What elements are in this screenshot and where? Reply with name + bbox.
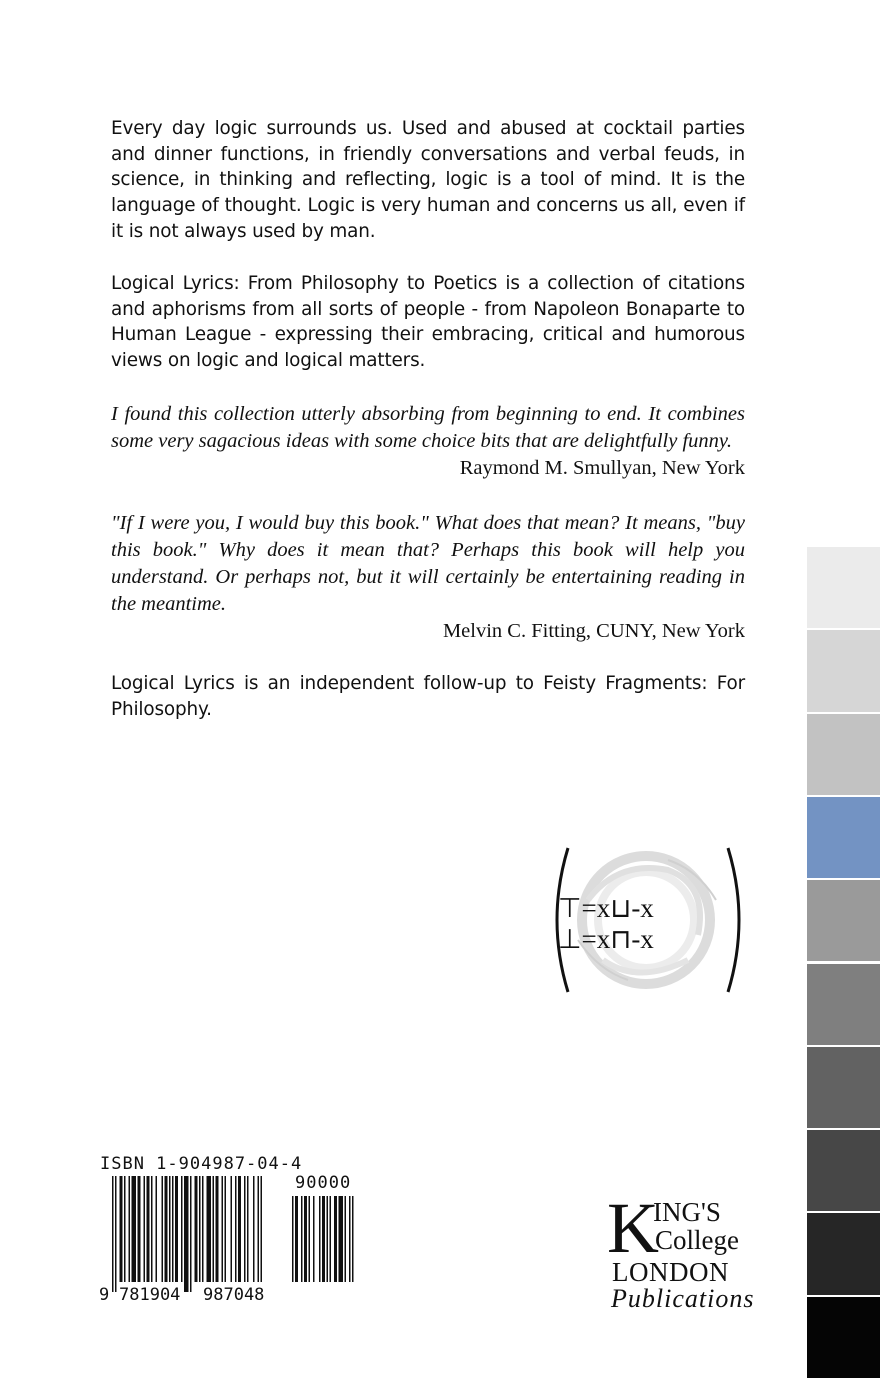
description-paragraph-2: Logical Lyrics: From Philosophy to Poetics is a collection of citations and aphorisms from all sorts of people - from Napoleon Bonaparte to Human League - expressing their embracing, critical and humorous views on logic and logical matters. bbox=[111, 273, 745, 372]
barcode-bar bbox=[151, 1176, 153, 1282]
color-swatch bbox=[807, 1213, 880, 1294]
logo-kings-rest: ING'S bbox=[653, 1197, 721, 1227]
barcode-bar bbox=[247, 1176, 249, 1282]
barcode-lead-digit: 9 bbox=[99, 1285, 110, 1305]
barcode-bar bbox=[184, 1176, 189, 1292]
barcode-bar bbox=[258, 1176, 260, 1282]
barcode-bar bbox=[222, 1176, 224, 1282]
logo-london: LONDON bbox=[612, 1257, 729, 1287]
review-quote-2: "If I were you, I would buy this book." What does that mean? It means, "buy this book." Why does it mean that? Perhaps this book will help you understand. Or perhaps not, but it will certainly be entertaining reading in the meantime. bbox=[111, 512, 745, 615]
barcode-bar bbox=[147, 1176, 150, 1282]
barcode-bar bbox=[304, 1196, 307, 1282]
color-swatch bbox=[807, 797, 880, 878]
barcode-right-digits: 987048 bbox=[203, 1285, 265, 1305]
barcode-bar bbox=[309, 1196, 311, 1282]
barcode-bar bbox=[144, 1176, 146, 1282]
color-swatch bbox=[807, 1047, 880, 1128]
color-swatch bbox=[807, 1297, 880, 1378]
barcode-bar bbox=[339, 1196, 344, 1282]
emblem-formula-top: ⊤=x⊔-x bbox=[558, 893, 654, 923]
barcode-bar bbox=[216, 1176, 219, 1282]
barcode-bar bbox=[120, 1176, 123, 1282]
isbn-label: ISBN 1-904987-04-4 bbox=[100, 1154, 303, 1174]
barcode-bar bbox=[156, 1176, 158, 1282]
barcode-bar bbox=[124, 1176, 126, 1282]
barcode-bar bbox=[195, 1176, 198, 1282]
color-swatch bbox=[807, 630, 880, 711]
logo-college: College bbox=[655, 1225, 739, 1255]
review-quote-1: I found this collection utterly absorbing from beginning to end. It combines some very sagacious ideas with some choice bits that are delightfully funny. bbox=[111, 403, 745, 452]
barcode-bar bbox=[322, 1196, 325, 1282]
addon-barcode-bars bbox=[292, 1196, 372, 1292]
barcode-bar bbox=[235, 1176, 237, 1282]
barcode-bar bbox=[129, 1176, 131, 1282]
description-paragraph-1: Every day logic surrounds us. Used and abused at cocktail parties and dinner functions, in friendly conversations and verbal feuds, in science, in thinking and reflecting, logic is a tool of mind. It is the language of thought. Logic is very human and concerns us all, even if it is not always used by man. bbox=[111, 118, 745, 242]
review-attribution-2: Melvin C. Fitting, CUNY, New York bbox=[442, 620, 745, 642]
color-swatch bbox=[807, 880, 880, 961]
barcode-bar bbox=[132, 1176, 137, 1282]
review-attribution-1: Raymond M. Smullyan, New York bbox=[459, 457, 745, 479]
color-swatch bbox=[807, 1130, 880, 1211]
barcode-bar bbox=[115, 1176, 117, 1292]
description-paragraph-3: Logical Lyrics is an independent follow-up to Feisty Fragments: For Philosophy. bbox=[111, 673, 745, 720]
emblem-formula-bottom: ⊥=x⊓-x bbox=[558, 924, 654, 954]
barcode-bar bbox=[213, 1176, 215, 1282]
barcode-bar bbox=[352, 1196, 354, 1282]
barcode-bar bbox=[301, 1196, 303, 1282]
barcode-bar bbox=[165, 1176, 168, 1282]
barcode-bar bbox=[231, 1176, 233, 1282]
barcode-bar bbox=[238, 1176, 241, 1282]
barcode-bar bbox=[313, 1196, 315, 1282]
barcode-bar bbox=[292, 1196, 294, 1282]
barcode-bar bbox=[345, 1196, 347, 1282]
barcode-bar bbox=[199, 1176, 201, 1282]
barcode-bar bbox=[327, 1196, 329, 1282]
barcode-bar bbox=[202, 1176, 204, 1282]
barcode-addon-digits: 90000 bbox=[295, 1173, 352, 1193]
barcode-bar bbox=[261, 1176, 263, 1282]
barcode-bar bbox=[330, 1196, 332, 1282]
barcode-bar bbox=[138, 1176, 141, 1282]
barcode-bar bbox=[175, 1176, 178, 1282]
barcode-bar bbox=[190, 1176, 192, 1292]
barcode-bar bbox=[225, 1176, 227, 1282]
barcode-bar bbox=[253, 1176, 255, 1282]
barcode-bar bbox=[172, 1176, 174, 1282]
color-swatch bbox=[807, 714, 880, 795]
barcode-bar bbox=[244, 1176, 246, 1282]
logo-initial: K bbox=[607, 1188, 659, 1268]
barcode-bar bbox=[181, 1176, 183, 1282]
logo-publications: Publications bbox=[611, 1284, 755, 1313]
color-swatch bbox=[807, 547, 880, 628]
barcode-left-digits: 781904 bbox=[119, 1285, 181, 1305]
barcode-bar bbox=[207, 1176, 212, 1282]
ean-barcode-bars bbox=[112, 1176, 282, 1292]
color-swatch bbox=[807, 964, 880, 1045]
barcode-bar bbox=[319, 1196, 321, 1282]
barcode-bar bbox=[295, 1196, 298, 1282]
barcode-bar bbox=[112, 1176, 114, 1292]
barcode-bar bbox=[334, 1196, 337, 1282]
barcode-bar bbox=[169, 1176, 171, 1282]
barcode-bar bbox=[349, 1196, 351, 1282]
barcode-bar bbox=[162, 1176, 164, 1282]
